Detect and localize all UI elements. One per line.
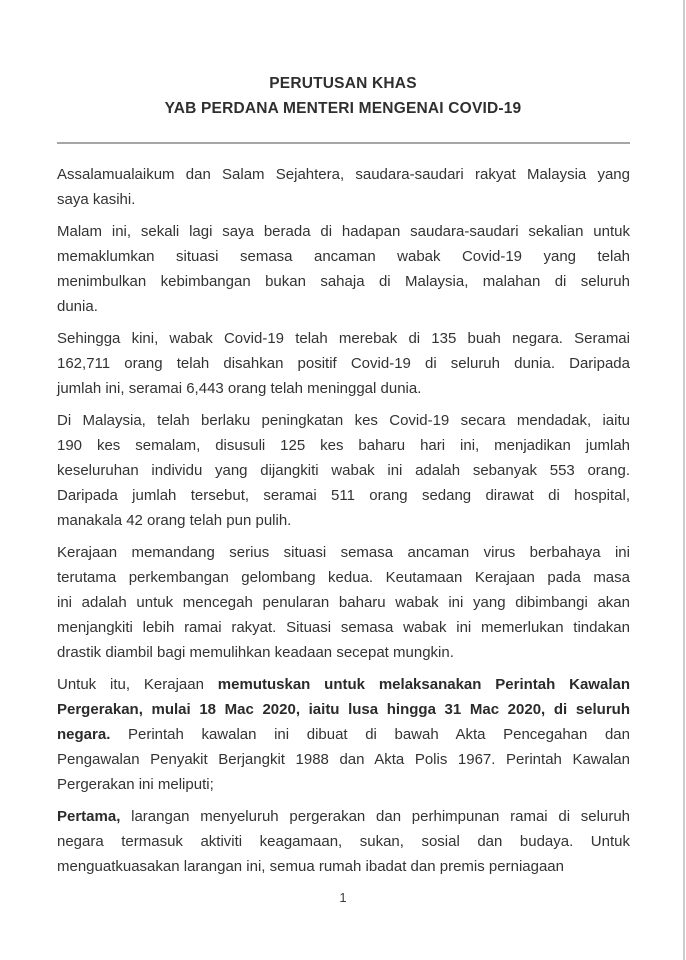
paragraph xyxy=(57,804,630,879)
text-line: 190 kes semalam, disusuli 125 kes baharu hari ini, menjadikan jumlah xyxy=(57,437,630,454)
text-line: ini adalah untuk mencegah penularan baharu wabak ini yang dibimbangi akan xyxy=(57,594,630,611)
paragraph xyxy=(57,326,630,401)
text-line: 162,711 orang telah disahkan positif Covid-19 di seluruh dunia. Daripada xyxy=(57,355,630,372)
text-line: negara. Perintah kawalan ini dibuat di bawah Akta Pencegahan dan xyxy=(57,726,630,743)
document-body xyxy=(57,162,630,879)
text-line: Assalamualaikum dan Salam Sejahtera, saudara-saudari rakyat Malaysia yang xyxy=(57,166,630,183)
document-title xyxy=(0,0,686,121)
text-line: menimbulkan kebimbangan bukan sahaja di Malaysia, malahan di seluruh xyxy=(57,273,630,290)
text-line: jumlah ini, seramai 6,443 orang telah meninggal dunia. xyxy=(57,380,422,397)
text-line: Sehingga kini, wabak Covid-19 telah merebak di 135 buah negara. Seramai xyxy=(57,330,630,347)
text-line: saya kasihi. xyxy=(57,191,136,208)
text-line: Untuk itu, Kerajaan memutuskan untuk melaksanakan Perintah Kawalan xyxy=(57,676,630,693)
text-line: manakala 42 orang telah pun pulih. xyxy=(57,512,292,529)
text-line: keseluruhan individu yang dijangkiti wabak ini adalah sebanyak 553 orang. xyxy=(57,462,630,479)
text-line: Pergerakan, mulai 18 Mac 2020, iaitu lusa hingga 31 Mac 2020, di seluruh xyxy=(57,701,630,718)
text-line: Di Malaysia, telah berlaku peningkatan kes Covid-19 secara mendadak, iaitu xyxy=(57,412,630,429)
paragraph xyxy=(57,219,630,319)
page-number: 1 xyxy=(339,890,347,905)
text-line: Pengawalan Penyakit Berjangkit 1988 dan Akta Polis 1967. Perintah Kawalan xyxy=(57,751,630,768)
text-line: Pergerakan ini meliputi; xyxy=(57,776,214,793)
title-line-2: YAB PERDANA MENTERI MENGENAI COVID-19 xyxy=(164,100,522,117)
text-line: memaklumkan situasi semasa ancaman wabak Covid-19 yang telah xyxy=(57,248,630,265)
paragraph xyxy=(57,672,630,797)
paragraph xyxy=(57,408,630,533)
text-line: drastik diambil bagi memulihkan keadaan secepat mungkin. xyxy=(57,644,454,661)
text-line: Kerajaan memandang serius situasi semasa ancaman virus berbahaya ini xyxy=(57,544,630,561)
text-line: Pertama, larangan menyeluruh pergerakan dan perhimpunan ramai di seluruh xyxy=(57,808,630,825)
text-line: Daripada jumlah tersebut, seramai 511 orang sedang dirawat di hospital, xyxy=(57,487,630,504)
header-divider xyxy=(57,142,630,144)
paragraph xyxy=(57,540,630,665)
text-line: menguatkuasakan larangan ini, semua rumah ibadat dan premis perniagaan xyxy=(57,858,564,875)
paragraph xyxy=(57,162,630,212)
text-line: dunia. xyxy=(57,298,98,315)
title-line-1: PERUTUSAN KHAS xyxy=(269,75,417,92)
text-line: Malam ini, sekali lagi saya berada di hadapan saudara-saudari sekalian untuk xyxy=(57,223,630,240)
text-line: menjangkiti lebih ramai rakyat. Situasi semasa wabak ini memerlukan tindakan xyxy=(57,619,630,636)
text-line: terutama perkembangan gelombang kedua. Keutamaan Kerajaan pada masa xyxy=(57,569,630,586)
page-edge-line xyxy=(683,0,685,960)
text-line: negara termasuk aktiviti keagamaan, sukan, sosial dan budaya. Untuk xyxy=(57,833,630,850)
